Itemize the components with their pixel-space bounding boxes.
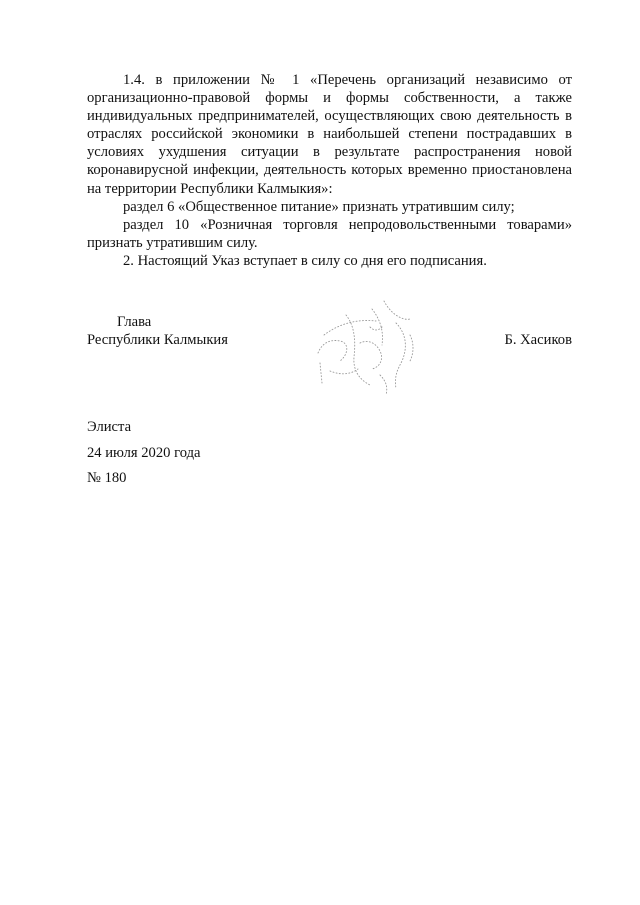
paragraph-section-6: раздел 6 «Общественное питание» признать утратившим силу;: [123, 198, 515, 215]
paragraph-2-effective: 2. Настоящий Указ вступает в силу со дня его подписания.: [123, 252, 487, 269]
document-number: № 180: [87, 470, 127, 486]
decree-body: [87, 71, 572, 270]
place-of-signing: Элиста: [87, 419, 132, 435]
paragraph-1-4: 1.4. в приложении № 1 «Перечень организаций независимо от организационно-правовой формы и формы собственности, а также индивидуальных предпринимателей, осуществляющих свою деятельность в отраслях российской экономики в наибольшей степени пострадавших в условиях ухудшения ситуации в результате распространения новой коронавирусной инфекции, деятельность которых временно приостановлена на территории Республики Калмыкия»:: [87, 72, 572, 197]
signer-title-line1: Глава: [117, 314, 152, 330]
signer-title-line2: Республики Калмыкия: [87, 332, 228, 348]
paragraph-section-10: раздел 10 «Розничная торговля непродовольственными товарами» признать утратившим силу.: [87, 216, 572, 251]
signer-name: Б. Хасиков: [504, 332, 572, 348]
document-date: 24 июля 2020 года: [87, 445, 201, 461]
signature-mark: [310, 295, 425, 400]
